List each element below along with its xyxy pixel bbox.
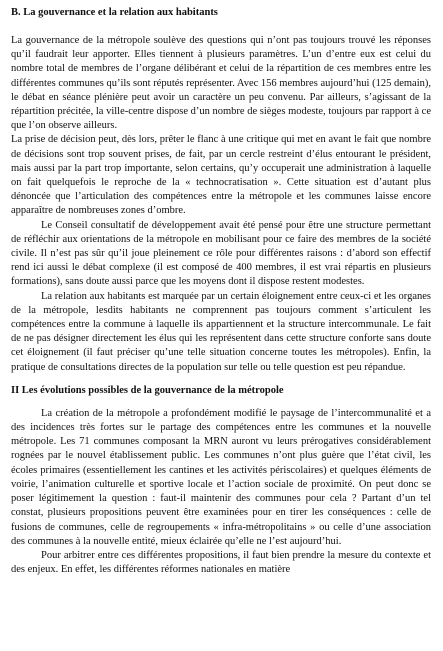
paragraph: La création de la métropole a profondément modifié le paysage de l’intercommunalité et a des incidences très fortes sur le partage des compétences entre les communes et la nouvelle métropole. Les 71 communes composant la MRN auront vu leurs prérogatives considérablement rognées par le nouvel établissement public. Les communes n’ont plus guère que l’état civil, les écoles primaires (essentiellement les cantines et les activités périscolaires) et quelques éléments de voirie, l’animation culturelle et sportive locale et l’action sociale de proximité. On peut donc se poser légitimement la question : faut-il maintenir des communes pour cela ? Partant d’un tel constat, plusieurs propositions peuvent être examinées pour en tirer les conséquences : celle de fusions de communes, celle de regroupements « infra-métropolitains » ou celle d’une association des communes à la nouvelle entité, mieux éclairée qu’elle ne l’est aujourd’hui. <box>11 407 431 547</box>
section-ii-heading: II Les évolutions possibles de la gouvernance de la métropole <box>11 384 284 396</box>
paragraph: Le Conseil consultatif de développement avait été pensé pour être une structure permettant de réfléchir aux orientations de la métropole en mobilisant pour ce faire des membres de la société civile. Il n’est pas sûr qu’il joue pleinement ce rôle pour différentes raisons : d’abord son effectif rend ici aussi le débat complexe (il est composé de 400 membres, il est vrai répartis en plusieurs formations), sans doute aussi parce que les moyens dont il dispose restent modestes. <box>11 219 431 288</box>
section-b-heading: B. La gouvernance et la relation aux habitants <box>11 7 218 18</box>
paragraph: La prise de décision peut, dès lors, prêter le flanc à une critique qui met en avant le fait que nombre de décisions sont trop souvent prises, de fait, par un cercle restreint d’élus entourant le président, mais aussi par la part trop importante, selon certains, qu’y occuperait une administration à laquelle on fait quelquefois le reproche de la « technocratisation ». Cette situation est d’autant plus dénoncée que l’articulation des compétences entre la métropole et les communes laisse encore apparaître de nombreuses zones d’ombre. <box>11 134 431 217</box>
paragraph: La relation aux habitants est marquée par un certain éloignement entre ceux-ci et les organes de la métropole, lesdits habitants ne comprennent pas toujours comment s’articulent les compétences entre la commune à laquelle ils appartiennent et la structure intercommunale. Le fait de ne pas désigner directement les élus qui les représentent dans cette structure conforte sans doute cet éloignement (il faut préciser qu’une telle situation concerne toutes les métropoles). Enfin, la pratique de consultations directes de la population sur telle ou telle question est peu répandue. <box>11 290 431 373</box>
paragraph: La gouvernance de la métropole soulève des questions qui n’ont pas toujours trouvé les réponses qu’il faudrait leur apporter. Elles tiennent à plusieurs paramètres. L’un d’entre eux est celui du nombre total de membres de l’organe délibérant et celui de la répartition de ces membres entre les différentes communes qu’ils sont réputés représenter. Avec 156 membres aujourd’hui (125 demain), le débat en séance plénière peut avoir un caractère un peu convenu. Par ailleurs, s’agissant de la répartition précitée, la ville-centre dispose d’un nombre de sièges modeste, toujours par rapport à ce que l’on observe ailleurs. <box>11 35 431 132</box>
paragraph: Pour arbitrer entre ces différentes propositions, il faut bien prendre la mesure du contexte et des enjeux. En effet, les différentes réformes nationales en matière <box>11 549 431 576</box>
